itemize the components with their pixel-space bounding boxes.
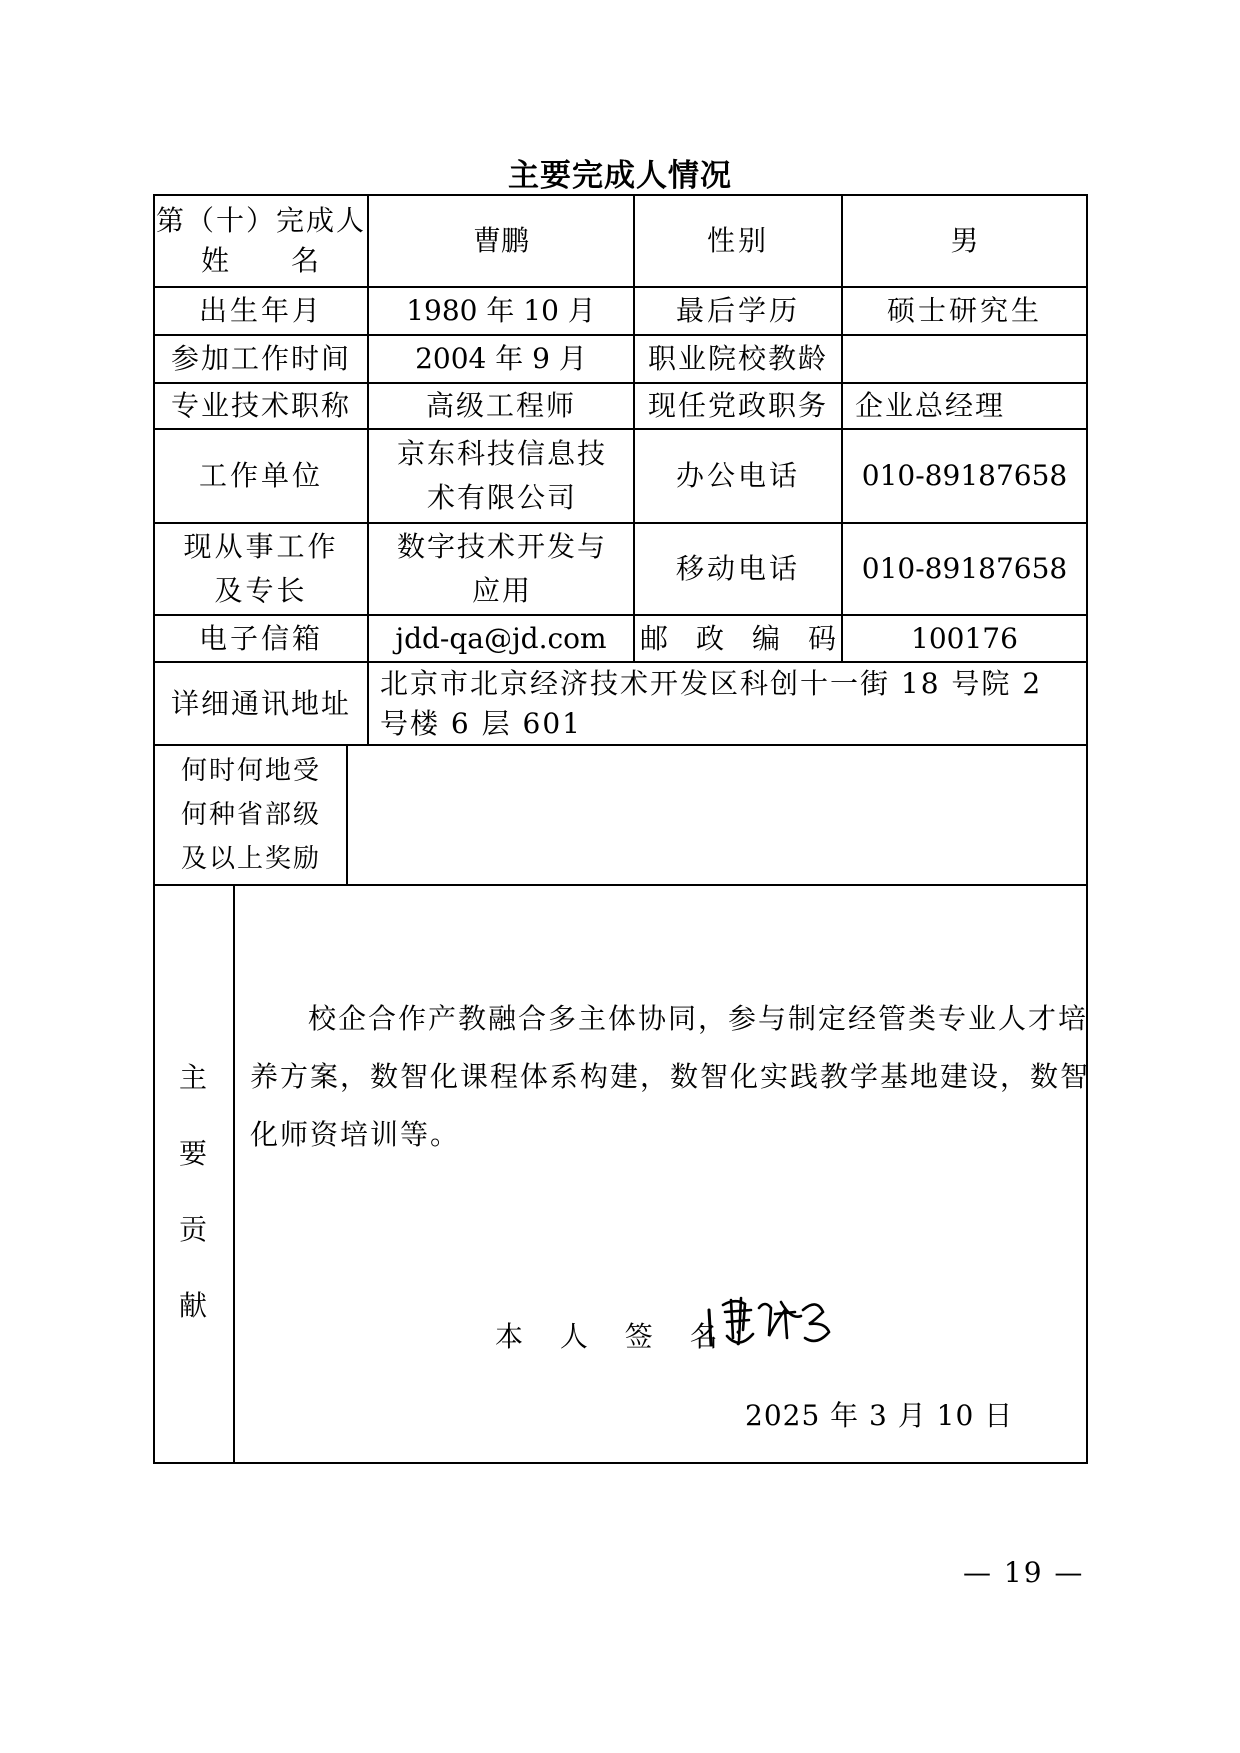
label-birth: 出生年月 bbox=[198, 294, 323, 327]
label-postcode: 邮 政 编 码 bbox=[639, 621, 836, 655]
value-teaching-years bbox=[843, 336, 1086, 382]
label-awards: 何时何地受何种省部级及以上奖励 bbox=[180, 756, 321, 874]
label-email: 电子信箱 bbox=[198, 621, 323, 655]
signature-date: 2025 年 3 月 10 日 bbox=[745, 1399, 1014, 1432]
label-title: 专业技术职称 bbox=[170, 389, 351, 422]
label-address: 详细通讯地址 bbox=[170, 686, 351, 720]
label-contribution-char: 要 bbox=[178, 1137, 207, 1170]
value-name: 曹鹏 bbox=[472, 224, 529, 257]
label-contribution-char: 主 bbox=[178, 1061, 207, 1094]
label-position: 现任党政职务 bbox=[647, 389, 828, 422]
value-postcode: 100176 bbox=[911, 621, 1018, 655]
page-title: 主要完成人情况 bbox=[508, 158, 732, 194]
label-employer: 工作单位 bbox=[198, 459, 323, 492]
value-birth: 1980 年 10 月 bbox=[406, 294, 596, 327]
value-education: 硕士研究生 bbox=[886, 294, 1042, 327]
value-work-start: 2004 年 9 月 bbox=[415, 342, 587, 375]
value-current-work: 数字技术开发与应用 bbox=[396, 530, 607, 607]
value-mobile: 010-89187658 bbox=[861, 552, 1068, 585]
value-employer: 京东科技信息技术有限公司 bbox=[396, 437, 607, 514]
label-contribution-char: 献 bbox=[178, 1289, 207, 1322]
contribution-text-block bbox=[250, 990, 1095, 1164]
handwritten-signature bbox=[705, 1290, 835, 1360]
value-email: jdd-qa@jd.com bbox=[395, 621, 607, 655]
page-number: — 19 — bbox=[963, 1556, 1085, 1589]
label-gender: 性别 bbox=[706, 224, 769, 257]
value-address: 北京市北京经济技术开发区科创十一街 18 号院 2 号楼 6 层 601 bbox=[380, 666, 1043, 740]
label-name bbox=[155, 196, 367, 286]
value-awards bbox=[348, 746, 1086, 884]
label-name-line2: 姓 名 bbox=[200, 244, 321, 277]
value-title: 高级工程师 bbox=[425, 389, 576, 422]
label-work-start: 参加工作时间 bbox=[170, 342, 351, 375]
label-name-line1: 第（十）完成人 bbox=[155, 204, 366, 237]
label-contribution-char: 贡 bbox=[178, 1213, 207, 1246]
value-office-phone: 010-89187658 bbox=[861, 459, 1068, 492]
contribution-text: 校企合作产教融合多主体协同，参与制定经管类专业人才培养方案，数智化课程体系构建，数智化实践教学基地建设，数智化师资培训等。 bbox=[250, 1002, 1091, 1151]
label-teaching-years: 职业院校教龄 bbox=[647, 342, 828, 375]
label-education: 最后学历 bbox=[675, 294, 800, 327]
label-current-work: 现从事工作及专长 bbox=[183, 530, 339, 607]
label-contribution bbox=[150, 1040, 236, 1344]
value-gender: 男 bbox=[950, 224, 979, 257]
signature-label: 本 人 签 名： bbox=[495, 1320, 774, 1353]
label-office-phone: 办公电话 bbox=[675, 459, 800, 492]
value-position: 企业总经理 bbox=[855, 389, 1006, 422]
label-mobile: 移动电话 bbox=[675, 552, 800, 585]
